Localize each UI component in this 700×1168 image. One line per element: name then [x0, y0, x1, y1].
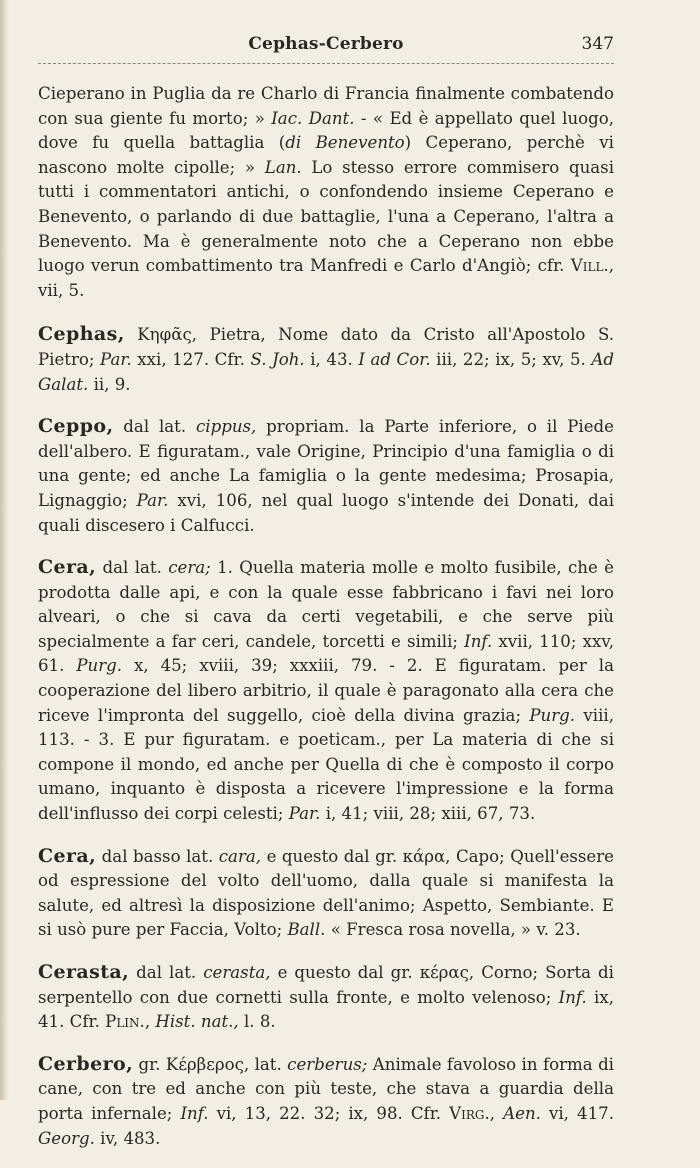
- entry-continuation: Cieperano in Puglia da re Charlo di Francia finalmente combatendo con sua giente fu morto; » Iac. Dant. - « Ed è appellato quel luogo, dove fu quella battaglia (di Benevento) Ceperano, perchè vi nascono molte cipolle; » Lan. Lo stesso errore commisero quasi tutti i commentatori antichi, o confondendo insieme Ceperano e Benevento, o parlando di due battaglie, l'una a Ceperano, l'altra a Benevento. Ma è generalmente noto che a Ceperano non ebbe luogo verun combattimento tra Manfredi e Carlo d'Angiò; cfr. Vill., vii, 5.: [38, 84, 615, 300]
- header-rule: [38, 63, 614, 64]
- page-edge-shadow: [0, 0, 9, 1100]
- running-title: Cephas-Cerbero: [248, 34, 404, 54]
- running-header: [38, 34, 614, 60]
- headword: Ceppo,: [38, 415, 114, 438]
- dictionary-body: [38, 82, 614, 1168]
- entry-ceppo: Ceppo, dal lat. cippus, propriam. la Parte inferiore, o il Piede dell'albero. E figuratam., vale Origine, Principio d'una famiglia o di una gente; ed anche La famiglia o la gente medesima; Prosapia, Lignaggio; Par. xvi, 106, nel qual luogo s'intende dei Donati, dai quali discesero i Calfucci.: [38, 415, 614, 535]
- page-number: 347: [581, 34, 614, 54]
- entry-cerbero: Cerbero, gr. Κέρβερος, lat. cerberus; Animale favoloso in forma di cane, con tre ed anche con più teste, che stava a guardia della porta infernale; Inf. vi, 13, 22. 32; ix, 98. Cfr. Virg., Aen. vi, 417. Georg. iv, 483.: [38, 1052, 614, 1148]
- entry-cera-1: Cera, dal lat. cera; 1. Quella materia molle e molto fusibile, che è prodotta dalle api, e con la quale esse fabbricano i favi nei loro alveari, o che si cava da certi vegetabili, e che serve più specialmente a far ceri, candele, torcetti e simili; Inf. xvii, 110; xxv, 61. Purg. x, 45; xviii, 39; xxxiii, 79. - 2. E figuratam. per la cooperazione del libero arbitrio, il quale è paragonato alla cera che riceve l'impronta del suggello, cioè della divina grazia; Purg. viii, 113. - 3. E pur figuratam. e poeticam., per La materia di che si compone il mondo, ed anche per Quella di che è composto il corpo umano, inquanto è disposta a ricevere l'impressione e la forma dell'influsso dei corpi celesti; Par. i, 41; viii, 28; xiii, 67, 73.: [38, 556, 614, 824]
- headword: Cera,: [38, 844, 97, 867]
- headword: Cera,: [38, 556, 97, 579]
- headword: Cephas,: [38, 323, 125, 346]
- headword: Cerasta,: [38, 961, 130, 983]
- entry-cerasta: Cerasta, dal lat. cerasta, e questo dal gr. κέρας, Corno; Sorta di serpentello con due cornetti sulla fronte, e molto velenoso; Inf. ix, 41. Cfr. Plin., Hist. nat., l. 8.: [38, 961, 614, 1032]
- entry-cera-2: Cera, dal basso lat. cara, e questo dal gr. κάρα, Capo; Quell'essere od espressione del volto dell'uomo, dalla quale si manifesta la salute, ed altresì la disposizione dell'animo; Aspetto, Sembiante. E si usò pure per Faccia, Volto; Ball. « Fresca rosa novella, » v. 23.: [38, 844, 614, 940]
- headword: Cerbero,: [38, 1052, 134, 1075]
- entry-cephas: Cephas, Κηφᾶς, Pietra, Nome dato da Cristo all'Apostolo S. Pietro; Par. xxi, 127. Cfr. S. Joh. i, 43. I ad Cor. iii, 22; ix, 5; xv, 5. Ad Galat. ii, 9.: [38, 323, 614, 394]
